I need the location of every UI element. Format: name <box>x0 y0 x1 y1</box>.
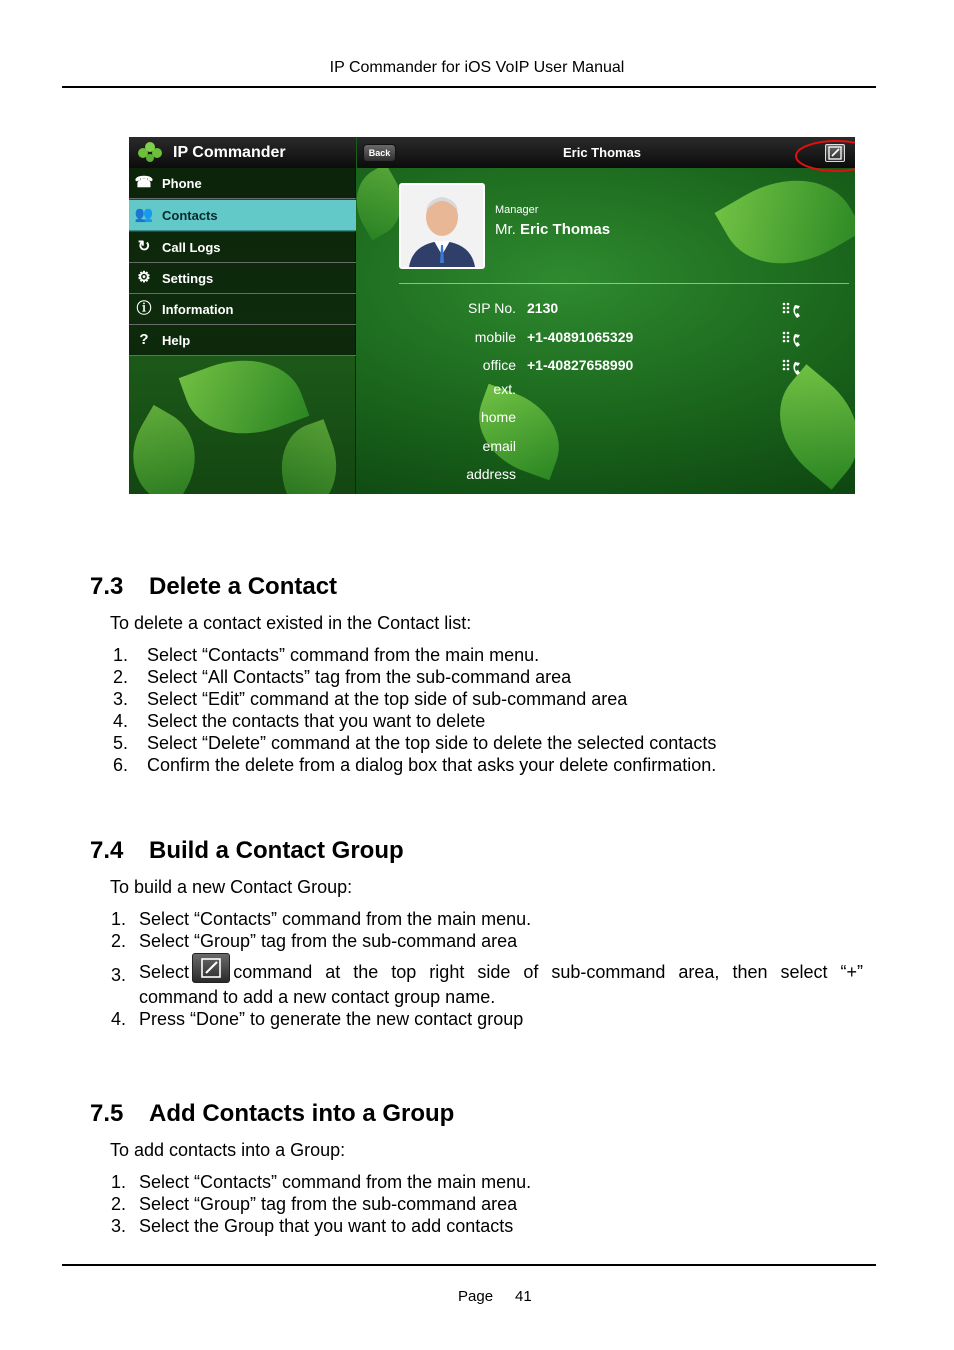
app-title: IP Commander <box>173 144 286 161</box>
field-value-mobile[interactable]: +1-40891065329 <box>527 329 634 345</box>
section-heading-7-5 <box>90 1100 454 1128</box>
contact-name <box>495 221 610 238</box>
contact-header-title: Eric Thomas <box>563 145 642 160</box>
menu-item-label: Contacts <box>162 208 218 223</box>
section-number: 7.5 <box>90 1100 124 1127</box>
list-number: 3. <box>111 1216 127 1236</box>
list-text: Confirm the delete from a dialog box that asks your delete confirmation. <box>147 755 717 775</box>
call-logs-icon: ↻ <box>137 238 151 255</box>
list-text: Select “All Contacts” tag from the sub-command area <box>147 667 572 687</box>
section-title: Add Contacts into a Group <box>149 1100 455 1127</box>
menu-item-label: Information <box>162 302 234 317</box>
detail-divider <box>399 283 849 284</box>
list-number: 4. <box>111 1009 127 1029</box>
page-header: IP Commander for iOS VoIP User Manual <box>329 59 625 76</box>
section-intro: To add contacts into a Group: <box>110 1140 346 1160</box>
list-text-part: command at the top right side of sub-command area, then select “+” <box>233 962 863 982</box>
menu-item-label: Phone <box>162 176 202 191</box>
field-label-address: address <box>466 466 516 482</box>
help-icon: ? <box>139 331 149 348</box>
field-label-office: office <box>482 357 516 373</box>
menu-item-call-logs[interactable] <box>129 232 356 263</box>
section-number: 7.4 <box>90 837 124 864</box>
list-number: 1. <box>113 645 129 665</box>
dial-icon[interactable] <box>781 330 803 350</box>
list-text: Select “Group” tag from the sub-command area <box>139 931 518 951</box>
list-number: 6. <box>113 755 129 775</box>
edit-icon <box>193 954 229 982</box>
menu-item-help[interactable] <box>129 325 356 356</box>
phone-icon: ☎ <box>134 174 154 191</box>
field-label-sip: SIP No. <box>468 300 516 316</box>
inline-edit-icon <box>192 953 230 983</box>
section-title: Delete a Contact <box>149 573 338 600</box>
list-text-part: Select <box>139 962 190 982</box>
clover-logo-icon <box>137 141 163 165</box>
contact-photo <box>399 183 485 269</box>
list-text: Select “Edit” command at the top side of sub-command area <box>147 689 628 709</box>
field-label-mobile: mobile <box>474 329 516 345</box>
field-label-home: home <box>480 409 516 425</box>
dial-icon[interactable] <box>781 358 803 378</box>
field-label-email: email <box>482 438 516 454</box>
menu-item-contacts[interactable] <box>129 200 356 231</box>
field-value-office[interactable]: +1-40827658990 <box>527 357 634 373</box>
back-button[interactable]: Back <box>363 144 396 162</box>
app-screenshot <box>129 137 855 494</box>
list-number: 3. <box>113 689 129 709</box>
section-heading-7-3 <box>90 573 337 601</box>
field-label-ext: ext. <box>493 381 516 397</box>
gear-icon: ⚙ <box>137 269 151 286</box>
list-text <box>139 953 863 983</box>
menu-item-phone[interactable] <box>129 168 356 199</box>
page-label: Page <box>458 1288 494 1305</box>
avatar <box>401 185 483 267</box>
page-footer <box>458 1288 532 1305</box>
info-icon: ⓘ <box>136 300 152 317</box>
section-number: 7.3 <box>90 573 124 600</box>
list-text: Select “Contacts” command from the main menu. <box>139 909 532 929</box>
leaf-decoration <box>755 364 855 490</box>
name-prefix: Mr. <box>495 221 516 238</box>
section-intro: To delete a contact existed in the Contact list: <box>110 613 472 633</box>
list-number: 4. <box>113 711 129 731</box>
contact-role: Manager <box>495 204 539 216</box>
highlight-circle <box>793 138 855 174</box>
list-number: 2. <box>111 1194 127 1214</box>
list-number: 2. <box>113 667 129 687</box>
list-text: Select the Group that you want to add contacts <box>139 1216 514 1236</box>
contacts-icon: 👥 <box>134 206 154 223</box>
leaf-decoration <box>267 419 351 494</box>
footer-rule <box>62 1264 876 1266</box>
menu-item-information[interactable] <box>129 294 356 325</box>
field-value-sip[interactable]: 2130 <box>527 300 559 316</box>
dial-icon[interactable] <box>781 301 803 321</box>
page-number: 41 <box>515 1288 532 1305</box>
menu-item-settings[interactable] <box>129 263 356 294</box>
menu-item-label: Help <box>162 333 191 348</box>
menu-item-label: Settings <box>162 271 214 286</box>
list-text: Select “Group” tag from the sub-command area <box>139 1194 518 1214</box>
list-text: Select “Contacts” command from the main menu. <box>139 1172 532 1192</box>
name-text: Eric Thomas <box>520 221 611 238</box>
list-text: Select the contacts that you want to delete <box>147 711 486 731</box>
list-number: 1. <box>111 1172 127 1192</box>
section-intro: To build a new Contact Group: <box>110 877 353 897</box>
list-number: 2. <box>111 931 127 951</box>
list-text: Select “Delete” command at the top side to delete the selected contacts <box>147 733 717 753</box>
list-number: 3. <box>111 965 127 985</box>
header-rule <box>62 86 876 88</box>
menu-title-bar <box>129 137 356 168</box>
list-number: 1. <box>111 909 127 929</box>
list-text: Press “Done” to generate the new contact group <box>139 1009 524 1029</box>
section-title: Build a Contact Group <box>149 837 404 864</box>
list-text: Select “Contacts” command from the main menu. <box>147 645 540 665</box>
menu-item-label: Call Logs <box>162 240 221 255</box>
section-heading-7-4 <box>90 837 404 865</box>
list-text: command to add a new contact group name. <box>139 987 496 1007</box>
list-number: 5. <box>113 733 129 753</box>
